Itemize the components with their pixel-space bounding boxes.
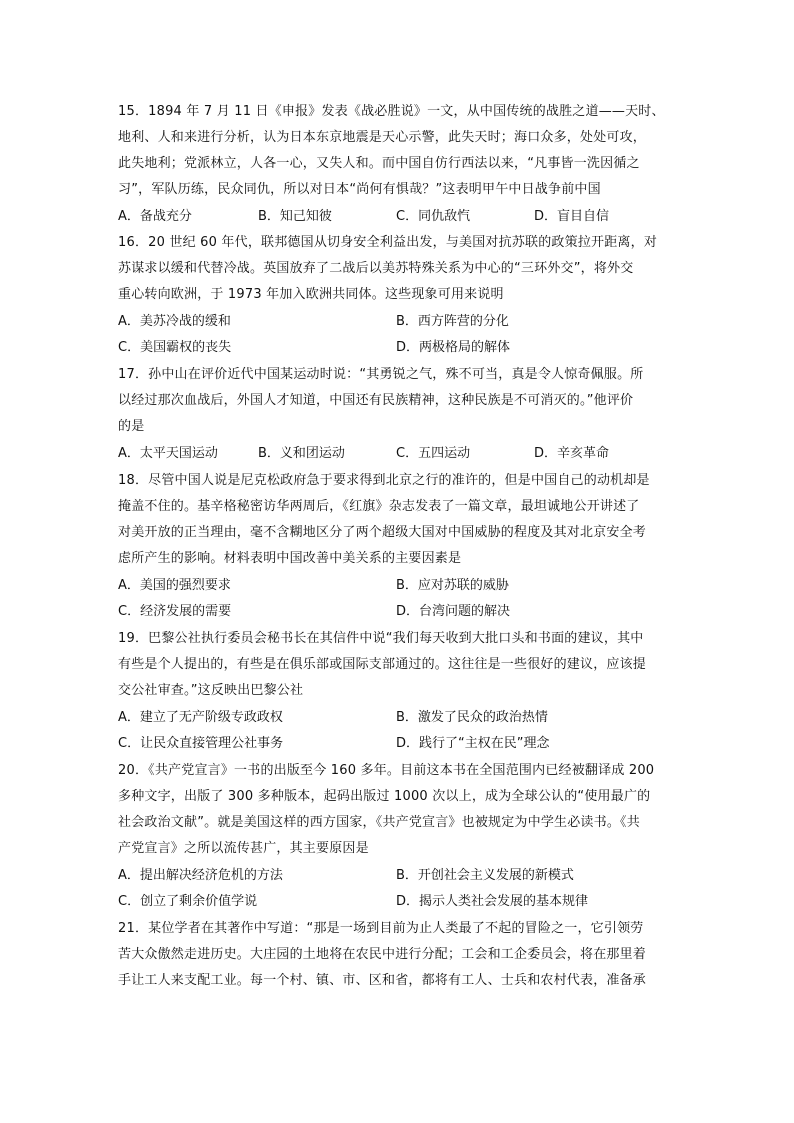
- question-21-line-3: 手让工人来支配工业。每一个村、镇、市、区和省，都将有工人、士兵和农村代表，准备承: [118, 973, 647, 988]
- question-16-option-a[interactable]: A．美苏冷战的缓和: [118, 314, 231, 329]
- question-15-line-3: 此失地利；党派林立，人各一心，又失人和。而中国自仿行西法以来，“凡事皆一洗因循之: [118, 156, 640, 171]
- question-18-line-3: 对美开放的正当理由，毫不含糊地区分了两个超级大国对中国威胁的程度及其对北京安全考: [118, 525, 647, 540]
- question-16-option-c[interactable]: C．美国霸权的丧失: [118, 340, 232, 355]
- question-20-option-a[interactable]: A．提出解决经济危机的方法: [118, 868, 283, 883]
- question-20-line-2: 多种文字，出版了 300 多种版本，起码出版过 1000 次以上，成为全球公认的“使用最广的: [118, 789, 651, 804]
- question-16-option-d[interactable]: D．两极格局的解体: [396, 340, 511, 355]
- question-20-option-d[interactable]: D．揭示人类社会发展的基本规律: [396, 894, 589, 909]
- question-15-option-d[interactable]: D．盲目自信: [534, 209, 610, 224]
- question-17-option-c[interactable]: C．五四运动: [396, 446, 471, 461]
- question-20-line-4: 产党宣言》之所以流传甚广，其主要原因是: [118, 841, 369, 856]
- question-20-line-1: 20．《共产党宣言》一书的出版至今 160 多年。目前这本书在全国范围内已经被翻译成 200: [118, 763, 655, 778]
- question-18-option-c[interactable]: C．经济发展的需要: [118, 604, 232, 619]
- question-19-option-c[interactable]: C．让民众直接管理公社事务: [118, 736, 284, 751]
- question-21-line-2: 苦大众傲然走进历史。大庄园的土地将在农民中进行分配；工会和工企委员会，将在那里着: [118, 947, 647, 962]
- question-16-line-3: 重心转向欧洲，于 1973 年加入欧洲共同体。这些现象可用来说明: [118, 287, 504, 302]
- question-15-option-a[interactable]: A．备战充分: [118, 209, 192, 224]
- question-17-line-3: 的是: [118, 419, 145, 434]
- question-19-line-1: 19．巴黎公社执行委员会秘书长在其信件中说“我们每天收到大批口头和书面的建议，其中: [118, 631, 644, 646]
- question-16-line-2: 苏谋求以缓和代替冷战。英国放弃了二战后以美苏特殊关系为中心的“三环外交”，将外交: [118, 261, 634, 276]
- question-21-line-1: 21．某位学者在其著作中写道：“那是一场到目前为止人类最了不起的冒险之一，它引领劳: [118, 921, 644, 936]
- question-18-line-4: 虑所产生的影响。材料表明中国改善中美关系的主要因素是: [118, 551, 462, 566]
- question-18-option-d[interactable]: D．台湾问题的解决: [396, 604, 511, 619]
- question-19-option-a[interactable]: A．建立了无产阶级专政政权: [118, 710, 283, 725]
- question-17-option-b[interactable]: B．义和团运动: [258, 446, 345, 461]
- question-17-line-2: 以经过那次血战后，外国人才知道，中国还有民族精神，这种民族是不可消灭的。”他评价: [118, 393, 634, 408]
- question-19-option-d[interactable]: D．践行了“主权在民”理念: [396, 736, 550, 751]
- question-16-line-1: 16．20 世纪 60 年代，联邦德国从切身安全利益出发，与美国对抗苏联的政策拉开距离，对: [118, 235, 658, 250]
- question-17-option-a[interactable]: A．太平天国运动: [118, 446, 218, 461]
- question-20-line-3: 社会政治文献”。就是美国这样的西方国家，《共产党宣言》也被规定为中学生必读书。《共: [118, 815, 640, 830]
- question-18-option-b[interactable]: B．应对苏联的威胁: [396, 578, 509, 593]
- question-19-line-3: 交公社审查。”这反映出巴黎公社: [118, 683, 304, 698]
- question-18-option-a[interactable]: A．美国的强烈要求: [118, 578, 231, 593]
- question-19-line-2: 有些是个人提出的，有些是在俱乐部或国际支部通过的。这往往是一些很好的建议，应该提: [118, 657, 647, 672]
- question-20-option-c[interactable]: C．创立了剩余价值学说: [118, 894, 258, 909]
- question-20-option-b[interactable]: B．开创社会主义发展的新模式: [396, 868, 574, 883]
- question-18-line-1: 18．尽管中国人说是尼克松政府急于要求得到北京之行的准许的，但是中国自己的动机却是: [118, 473, 650, 488]
- question-17-line-1: 17．孙中山在评价近代中国某运动时说：“其勇锐之气，殊不可当，真是令人惊奇佩服。所: [118, 367, 644, 382]
- question-15-line-4: 习”，军队历练，民众同仇，所以对日本“尚何有惧哉？”这表明甲午中日战争前中国: [118, 182, 601, 197]
- question-16-option-b[interactable]: B．西方阵营的分化: [396, 314, 509, 329]
- question-15-line-1: 15．1894 年 7 月 11 日《申报》发表《战必胜说》一文，从中国传统的战胜之道——天时、: [118, 104, 665, 119]
- question-15-option-b[interactable]: B．知己知彼: [258, 209, 332, 224]
- question-17-option-d[interactable]: D．辛亥革命: [534, 446, 610, 461]
- question-18-line-2: 掩盖不住的。基辛格秘密访华两周后，《红旗》杂志发表了一篇文章，最坦诚地公开讲述了: [118, 499, 640, 514]
- question-15-option-c[interactable]: C．同仇敌忾: [396, 209, 471, 224]
- question-15-line-2: 地利、人和来进行分析，认为日本东京地震是天心示警，此失天时；海口众多，处处可攻，: [118, 130, 647, 145]
- question-19-option-b[interactable]: B．激发了民众的政治热情: [396, 710, 548, 725]
